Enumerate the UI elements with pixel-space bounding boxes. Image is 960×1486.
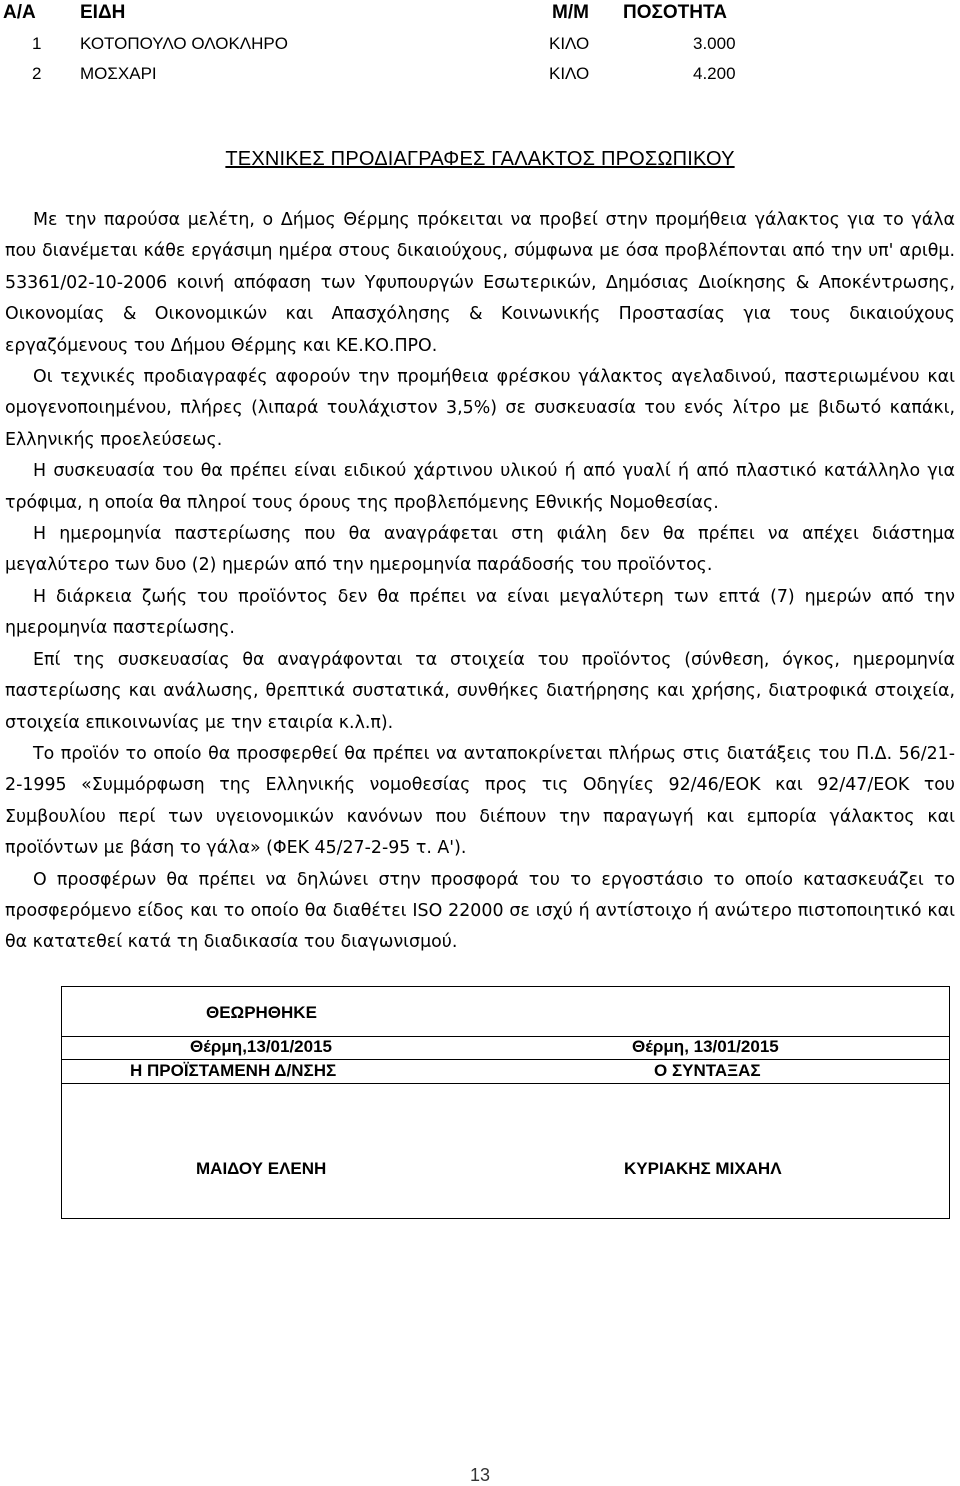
document-title: ΤΕΧΝΙΚΕΣ ΠΡΟΔΙΑΓΡΑΦΕΣ ΓΑΛΑΚΤΟΣ ΠΡΟΣΩΠΙΚΟΥ	[225, 148, 735, 170]
paragraph-compliance: Το προϊόν το οποίο θα προσφερθεί θα πρέπει να ανταποκρίνεται πλήρως στις διατάξεις του Π.Δ. 56/21-2-1995 «Συμμόρφωση της Ελληνικής νομοθεσίας προς τις Οδηγίες 92/46/ΕΟΚ και 92/47/ΕΟΚ του Συμβουλίου περί των υγειονομικών κανόνων που διέπουν την παραγωγή και εμπορία γάλακτος και προϊόντων με βάση το γάλα» (ΦΕΚ 45/27-2-95 τ. Α').	[5, 743, 955, 859]
signature-heading: ΘΕΩΡΗΘΗΚΕ	[206, 1003, 317, 1022]
row-1-no: 1	[32, 34, 42, 53]
left-role: Η ΠΡΟΪΣΤΑΜΕΝΗ Δ/ΝΣΗΣ	[130, 1061, 337, 1080]
row-2-qty: 4.200	[693, 64, 736, 83]
row-2-no: 2	[32, 64, 42, 83]
right-place-date: Θέρμη, 13/01/2015	[632, 1037, 779, 1056]
header-unit: Μ/Μ	[552, 2, 589, 23]
row-2-unit: ΚΙΛΟ	[549, 64, 590, 83]
paragraph-packaging: Η συσκευασία του θα πρέπει είναι ειδικού χάρτινου υλικού ή από γυαλί ή από πλαστικό κατάλληλο για τρόφιμα, η οποία θα πληροί τους όρους της προβλεπόμενης Εθνικής Νομοθεσίας.	[5, 461, 955, 513]
document-body	[5, 205, 955, 959]
row-1-qty: 3.000	[693, 34, 736, 53]
signature-divider-3	[62, 1083, 949, 1084]
row-1-item: ΚΟΤΟΠΟΥΛΟ ΟΛΟΚΛΗΡΟ	[80, 34, 288, 53]
page-number: 13	[469, 1465, 491, 1485]
header-qty: ΠΟΣΟΤΗΤΑ	[623, 2, 727, 23]
paragraph-certification: Ο προσφέρων θα πρέπει να δηλώνει στην προσφορά του το εργοστάσιο το οποίο κατασκευάζει το προσφερόμενο είδος και το οποίο θα διαθέτει ISO 22000 σε ισχύ ή αντίστοιχο ή ανώτερο πιστοποιητικό και θα κατατεθεί κατά τη διαδικασία του διαγωνισμού.	[5, 869, 955, 953]
signature-divider-2	[62, 1059, 949, 1060]
paragraph-shelf-life: Η διάρκεια ζωής του προϊόντος δεν θα πρέπει να είναι μεγαλύτερη των επτά (7) ημερών από την ημερομηνία παστερίωσης.	[5, 586, 955, 639]
paragraph-intro: Με την παρούσα μελέτη, ο Δήμος Θέρμης πρόκειται να προβεί στην προμήθεια γάλακτος για το γάλα που διανέμεται κάθε εργάσιμη ημέρα στους δικαιούχους, σύμφωνα με όσα προβλέπονται από την υπ' αριθμ. 53361/02-10-2006 κοινή απόφαση των Υφυπουργών Εσωτερικών, Δημόσιας Διοίκησης & Αποκέντρωσης, Οικονομίας & Οικονομικών και Απασχόλησης & Κοινωνικής Προστασίας για τους δικαιούχους εργαζόμενους του Δήμου Θέρμης και ΚΕ.ΚΟ.ΠΡΟ.	[5, 210, 955, 356]
left-place-date: Θέρμη,13/01/2015	[190, 1037, 333, 1056]
row-1-unit: ΚΙΛΟ	[549, 34, 590, 53]
paragraph-specs: Οι τεχνικές προδιαγραφές αφορούν την προμήθεια φρέσκου γάλακτος αγελαδινού, παστεριωμένου και ομογενοποιημένου, πλήρες (λιπαρά τουλάχιστον 3,5%) σε συσκευασία του ενός λίτρο με βιδωτό καπάκι, Ελληνικής προελεύσεως.	[5, 367, 955, 450]
header-no: Α/Α	[3, 2, 36, 23]
right-role: Ο ΣΥΝΤΑΞΑΣ	[654, 1061, 761, 1080]
left-signatory-name: ΜΑΙΔΟΥ ΕΛΕΝΗ	[196, 1159, 327, 1178]
paragraph-labeling: Επί της συσκευασίας θα αναγράφονται τα στοιχεία του προϊόντος (σύνθεση, όγκος, ημερομηνία παστερίωσης και ανάλωσης, θρεπτικά συστατικά, συνθήκες διατήρησης και χρήσης, διατροφικά στοιχεία, στοιχεία επικοινωνίας με την εταιρία κ.λ.π).	[5, 649, 955, 733]
right-signatory-name: ΚΥΡΙΑΚΗΣ ΜΙΧΑΗΛ	[624, 1159, 782, 1178]
signature-box	[61, 986, 950, 1219]
row-2-item: ΜΟΣΧΑΡΙ	[80, 64, 157, 83]
header-item: ΕΙΔΗ	[80, 2, 126, 23]
paragraph-pasteurization-date: Η ημερομηνία παστερίωσης που θα αναγράφεται στη φιάλη δεν θα πρέπει να απέχει διάστημα μεγαλύτερο των δυο (2) ημερών από την ημερομηνία παράδοσής του προϊόντος.	[5, 524, 955, 576]
